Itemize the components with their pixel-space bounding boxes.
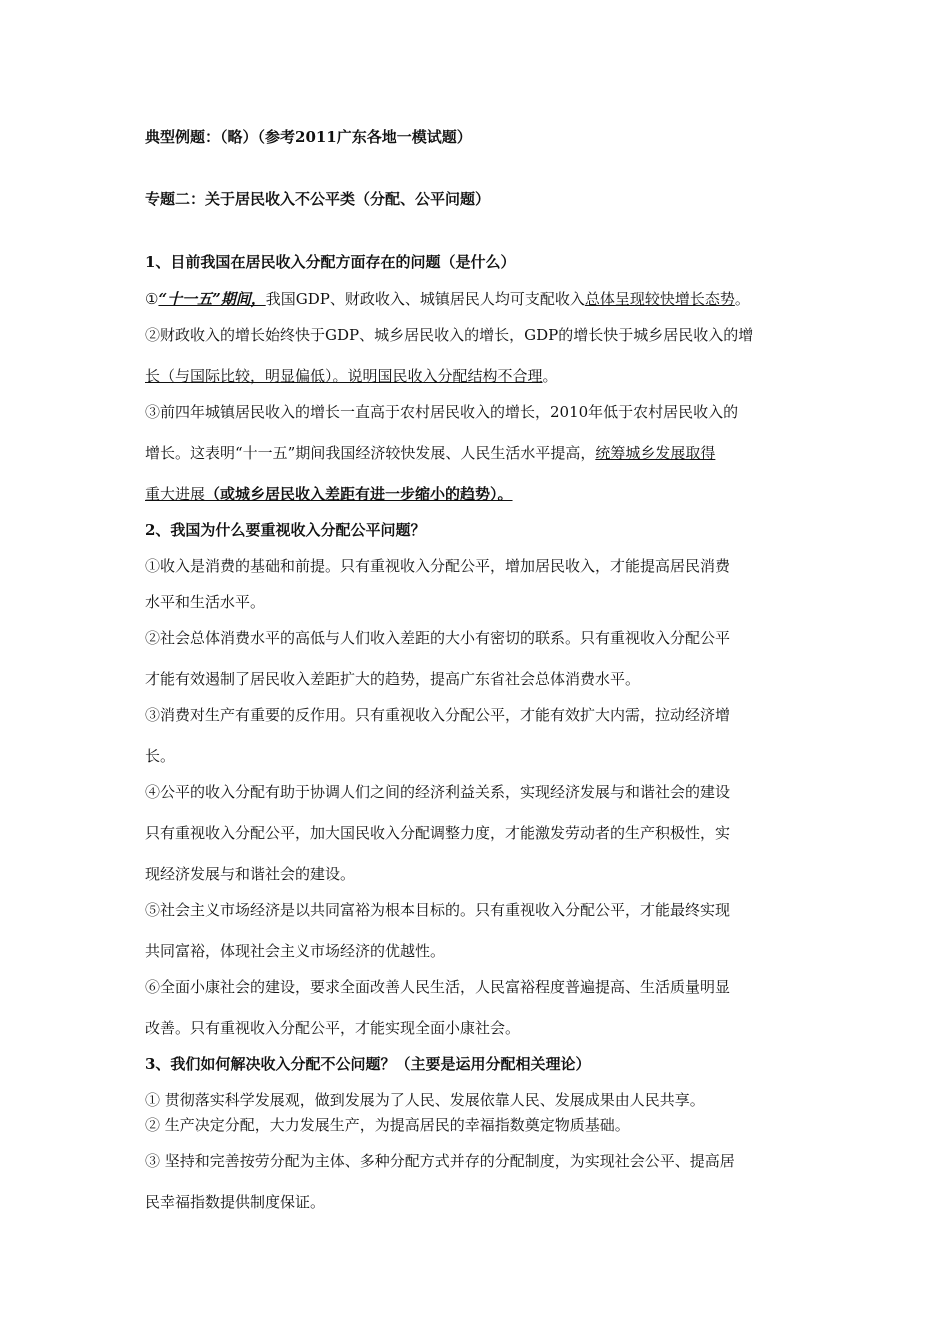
q1-paragraph-1	[145, 289, 750, 309]
q1-paragraph-2-line-1: ②财政收入的增长始终快于GDP、城乡居民收入的增长，GDP的增长快于城乡居民收入的增	[145, 326, 754, 344]
text: 。	[542, 367, 558, 385]
q2-line: 水平和生活水平。	[145, 593, 266, 611]
q2-line: ①收入是消费的基础和前提。只有重视收入分配公平，增加居民收入，才能提高居民消费	[145, 557, 731, 575]
q3-line: ① 贯彻落实科学发展观，做到发展为了人民、发展依靠人民、发展成果由人民共享。	[145, 1091, 705, 1109]
text: 。	[734, 290, 750, 308]
bullet: ①	[145, 290, 159, 308]
emphasis-period: “十一五”期间，	[158, 290, 266, 308]
q1-paragraph-3-line-1: ③前四年城镇居民收入的增长一直高于农村居民收入的增长，2010年低于农村居民收入的	[145, 403, 739, 421]
underlined-text: 统筹城乡发展取得	[595, 444, 716, 462]
underlined-text: 长（与国际比较，明显偏低）。说明国民收入分配结构不合理	[145, 367, 543, 385]
topic2-heading: 专题二：关于居民收入不公平类（分配、公平问题）	[145, 190, 491, 208]
q2-heading: 2、我国为什么要重视收入分配公平问题？	[145, 521, 426, 539]
q2-line: ②社会总体消费水平的高低与人们收入差距的大小有密切的联系。只有重视收入分配公平	[145, 629, 731, 647]
bold-underlined-text: （或城乡居民收入差距有进一步缩小的趋势）。	[205, 485, 513, 503]
q2-line: ⑤社会主义市场经济是以共同富裕为根本目标的。只有重视收入分配公平，才能最终实现	[145, 901, 731, 919]
q2-line: 才能有效遏制了居民收入差距扩大的趋势，提高广东省社会总体消费水平。	[145, 670, 641, 688]
q1-paragraph-3-line-3	[145, 484, 513, 504]
text: 增长。这表明“十一五”期间我国经济较快发展、人民生活水平提高，	[145, 444, 596, 462]
q3-line: ② 生产决定分配，大力发展生产，为提高居民的幸福指数奠定物质基础。	[145, 1116, 630, 1134]
underlined-text: 重大进展	[145, 485, 206, 503]
q2-line: 现经济发展与和谐社会的建设。	[145, 865, 356, 883]
q2-line: 只有重视收入分配公平，加大国民收入分配调整力度，才能激发劳动者的生产积极性，实	[145, 824, 731, 842]
q2-line: 共同富裕，体现社会主义市场经济的优越性。	[145, 942, 446, 960]
text: 我国GDP、财政收入、城镇居民人均可支配收入	[265, 290, 585, 308]
underlined-text: 总体呈现较快增长态势	[584, 290, 735, 308]
q3-line: 民幸福指数提供制度保证。	[145, 1193, 326, 1211]
q1-paragraph-3-line-2	[145, 443, 715, 463]
q3-heading: 3、我们如何解决收入分配不公问题？（主要是运用分配相关理论）	[145, 1055, 591, 1073]
q2-line: 改善。只有重视收入分配公平，才能实现全面小康社会。	[145, 1019, 521, 1037]
example-heading: 典型例题：（略）（参考2011广东各地一模试题）	[145, 128, 472, 146]
q1-heading: 1、目前我国在居民收入分配方面存在的问题（是什么）	[145, 253, 516, 271]
q1-paragraph-2-line-2	[145, 366, 558, 386]
q3-line: ③ 坚持和完善按劳分配为主体、多种分配方式并存的分配制度，为实现社会公平、提高居	[145, 1152, 735, 1170]
q2-line: ④公平的收入分配有助于协调人们之间的经济利益关系，实现经济发展与和谐社会的建设	[145, 783, 731, 801]
q2-line: 长。	[145, 747, 176, 765]
q2-line: ③消费对生产有重要的反作用。只有重视收入分配公平，才能有效扩大内需，拉动经济增	[145, 706, 731, 724]
q2-line: ⑥全面小康社会的建设，要求全面改善人民生活，人民富裕程度普遍提高、生活质量明显	[145, 978, 731, 996]
